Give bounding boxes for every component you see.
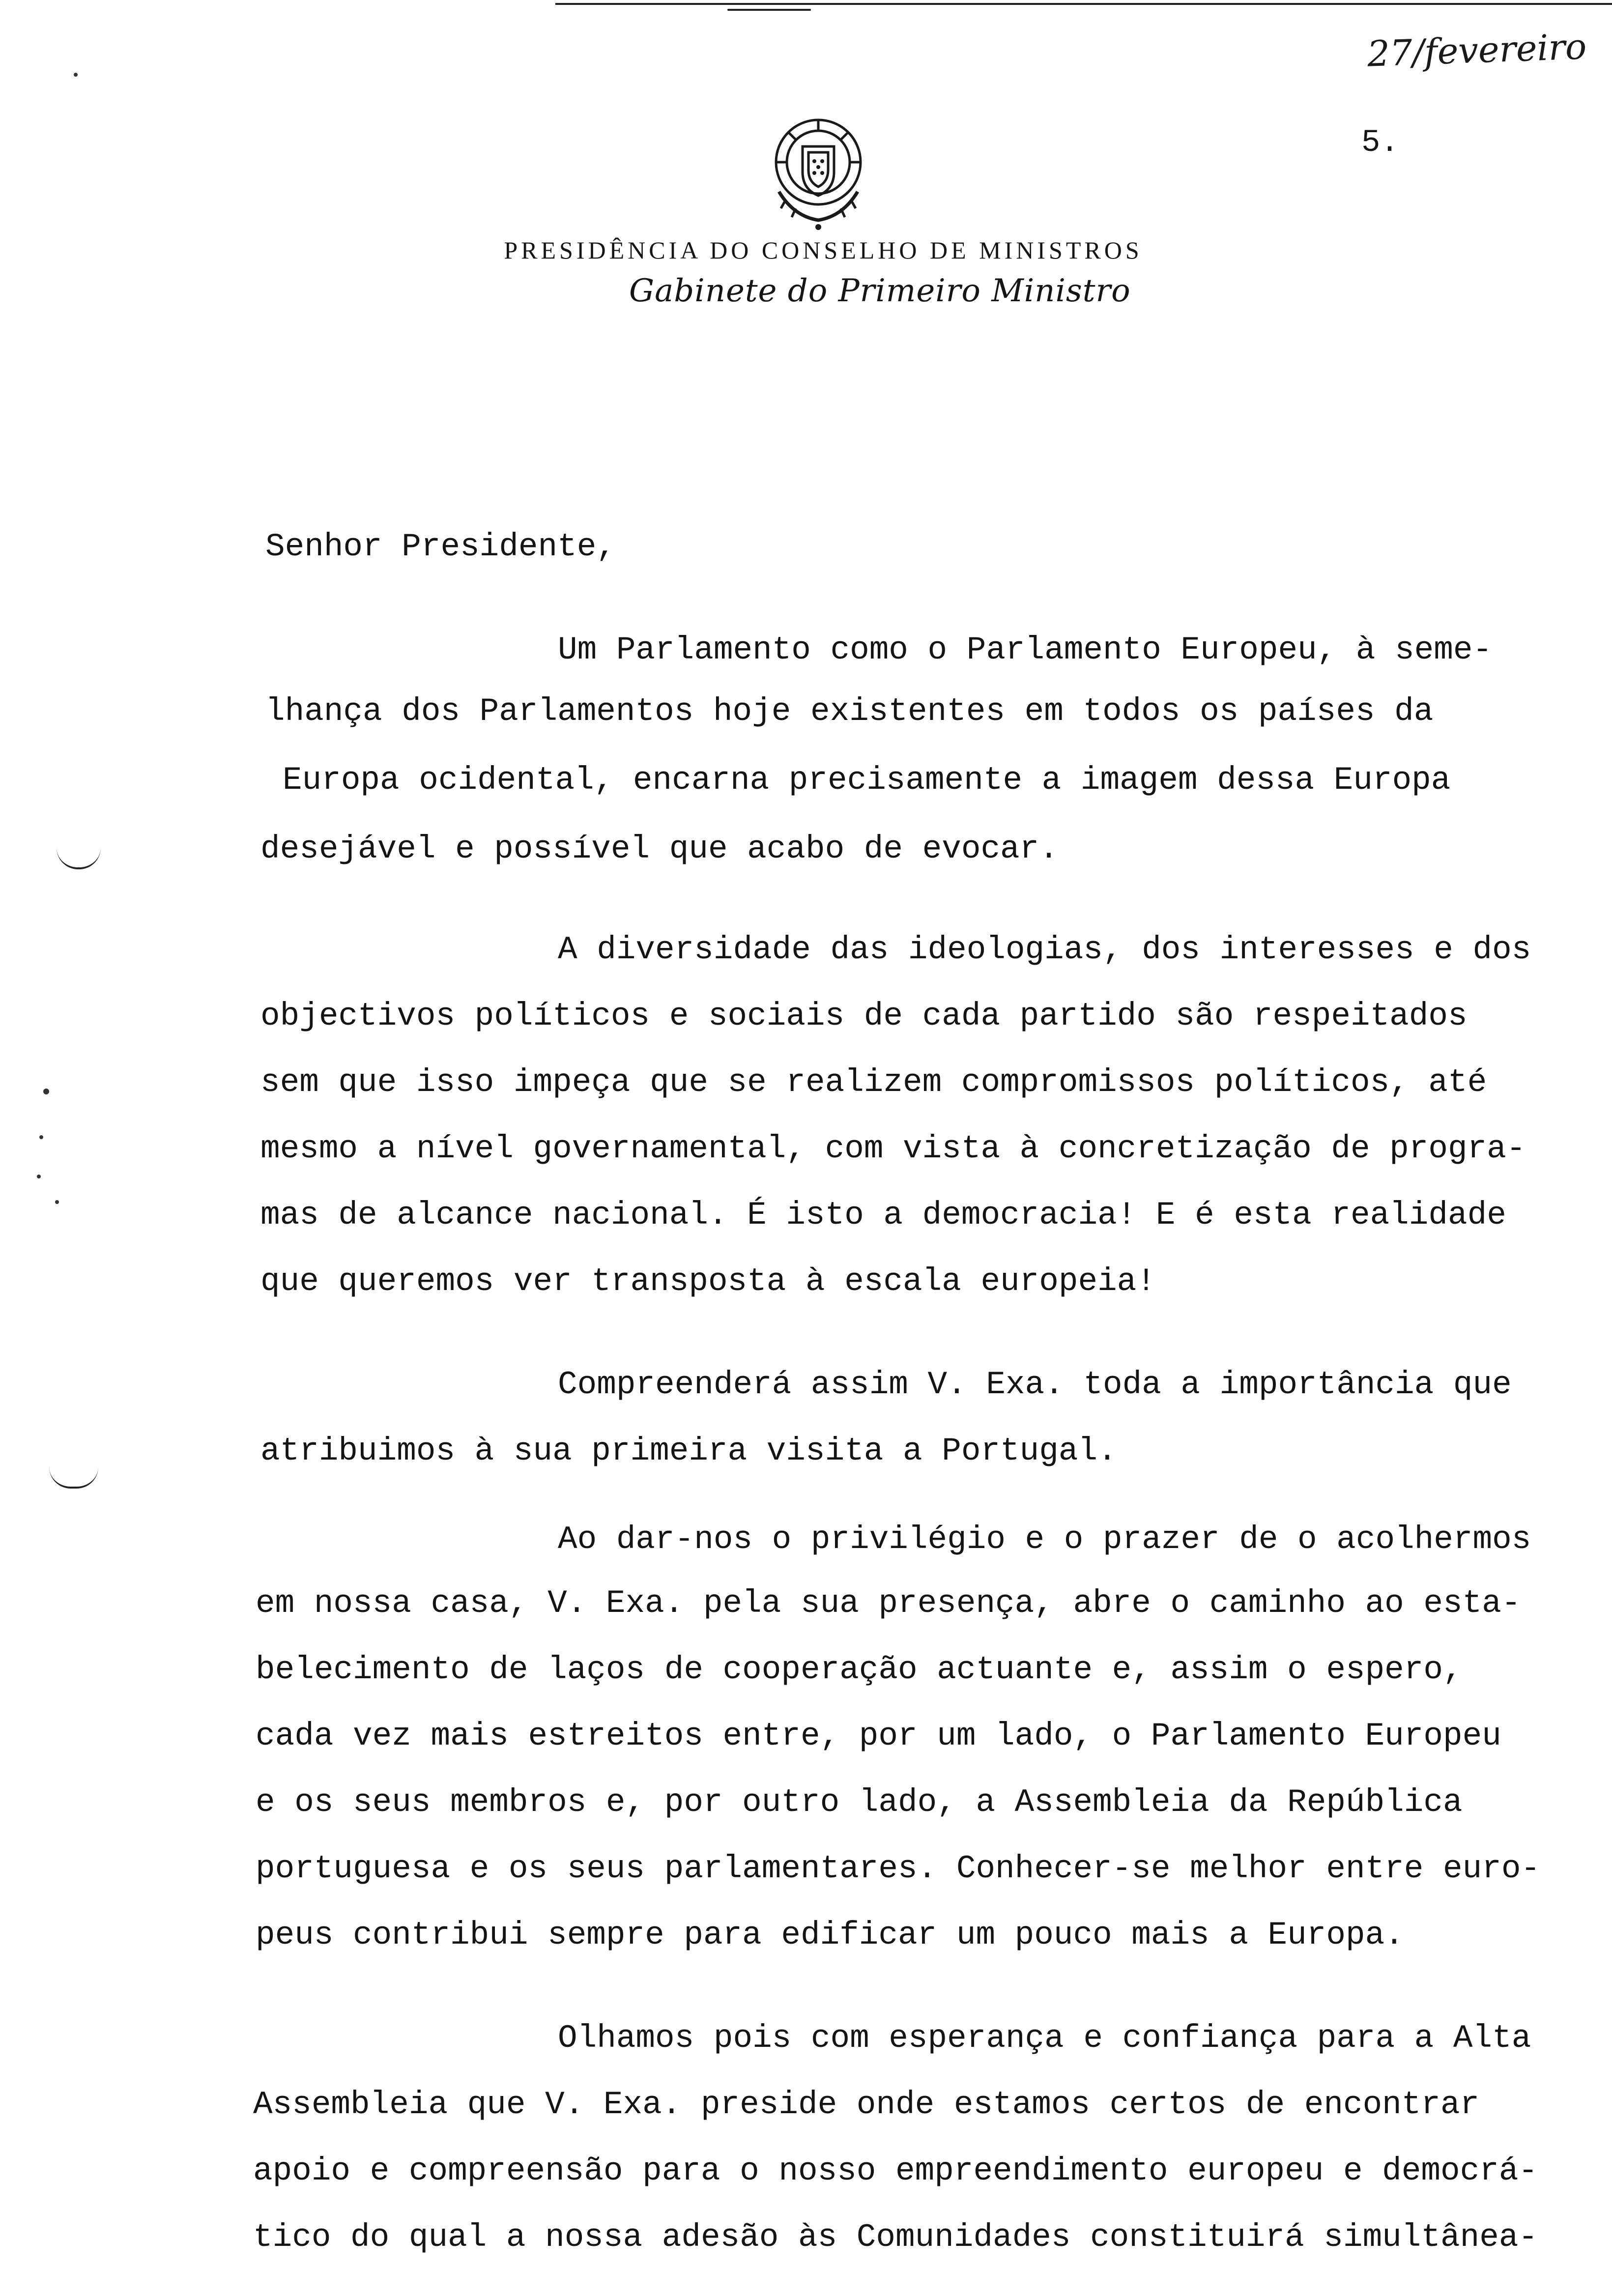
page-number: 5.: [1361, 125, 1399, 161]
body-line: mesmo a nível governamental, com vista à concretização de progra-: [260, 1130, 1526, 1167]
scan-arc: [57, 848, 101, 869]
body-line: Ao dar-nos o privilégio e o prazer de o acolhermos: [558, 1521, 1531, 1558]
body-line: Europa ocidental, encarna precisamente a imagem dessa Europa: [283, 762, 1451, 799]
coat-of-arms-emblem: [759, 103, 877, 231]
body-line: Compreenderá assim V. Exa. toda a importância que: [558, 1366, 1512, 1403]
body-line: A diversidade das ideologias, dos interesses e dos: [558, 931, 1531, 968]
body-line: Um Parlamento como o Parlamento Europeu, à seme-: [558, 631, 1493, 668]
handwritten-annotation: 27/fevereiro: [1366, 26, 1587, 75]
body-line: objectivos políticos e sociais de cada partido são respeitados: [260, 998, 1468, 1034]
body-line: lhança dos Parlamentos hoje existentes em todos os países da: [265, 693, 1434, 730]
body-line: mas de alcance nacional. É isto a democracia! E é esta realidade: [260, 1197, 1506, 1234]
scan-speck: [39, 1135, 43, 1139]
body-line: portuguesa e os seus parlamentares. Conhecer-se melhor entre euro-: [256, 1850, 1541, 1887]
letterhead-subtitle: Gabinete do Primeiro Ministro: [629, 273, 1131, 309]
scan-speck: [74, 73, 78, 77]
scan-speck: [43, 1089, 49, 1094]
scan-speck: [37, 1175, 41, 1178]
body-line: sem que isso impeça que se realizem compromissos políticos, até: [260, 1064, 1487, 1101]
body-line: em nossa casa, V. Exa. pela sua presença, abre o caminho ao esta-: [256, 1585, 1521, 1622]
scan-arc: [49, 1467, 98, 1489]
body-line: e os seus membros e, por outro lado, a Assembleia da República: [256, 1784, 1463, 1821]
top-rule: [555, 3, 1612, 5]
body-line: cada vez mais estreitos entre, por um lado, o Parlamento Europeu: [256, 1718, 1501, 1754]
body-line: apoio e compreensão para o nosso empreendimento europeu e democrá-: [253, 2152, 1538, 2189]
salutation: Senhor Presidente,: [265, 528, 616, 565]
body-line: peus contribui sempre para edificar um pouco mais a Europa.: [256, 1917, 1404, 1953]
body-line: desejável e possível que acabo de evocar.: [260, 831, 1059, 867]
body-line: que queremos ver transposta à escala europeia!: [260, 1263, 1156, 1300]
top-rule-accent: [727, 9, 811, 11]
body-line: tico do qual a nossa adesão às Comunidades constituirá simultânea-: [253, 2219, 1538, 2256]
body-line: belecimento de laços de cooperação actuante e, assim o espero,: [256, 1651, 1463, 1688]
scan-speck: [55, 1200, 59, 1204]
body-line: Olhamos pois com esperança e confiança para a Alta: [558, 2020, 1531, 2057]
body-line: atribuimos à sua primeira visita a Portugal.: [260, 1433, 1117, 1469]
letterhead-title: PRESIDÊNCIA DO CONSELHO DE MINISTROS: [504, 236, 1143, 264]
body-line: Assembleia que V. Exa. preside onde estamos certos de encontrar: [253, 2086, 1480, 2123]
